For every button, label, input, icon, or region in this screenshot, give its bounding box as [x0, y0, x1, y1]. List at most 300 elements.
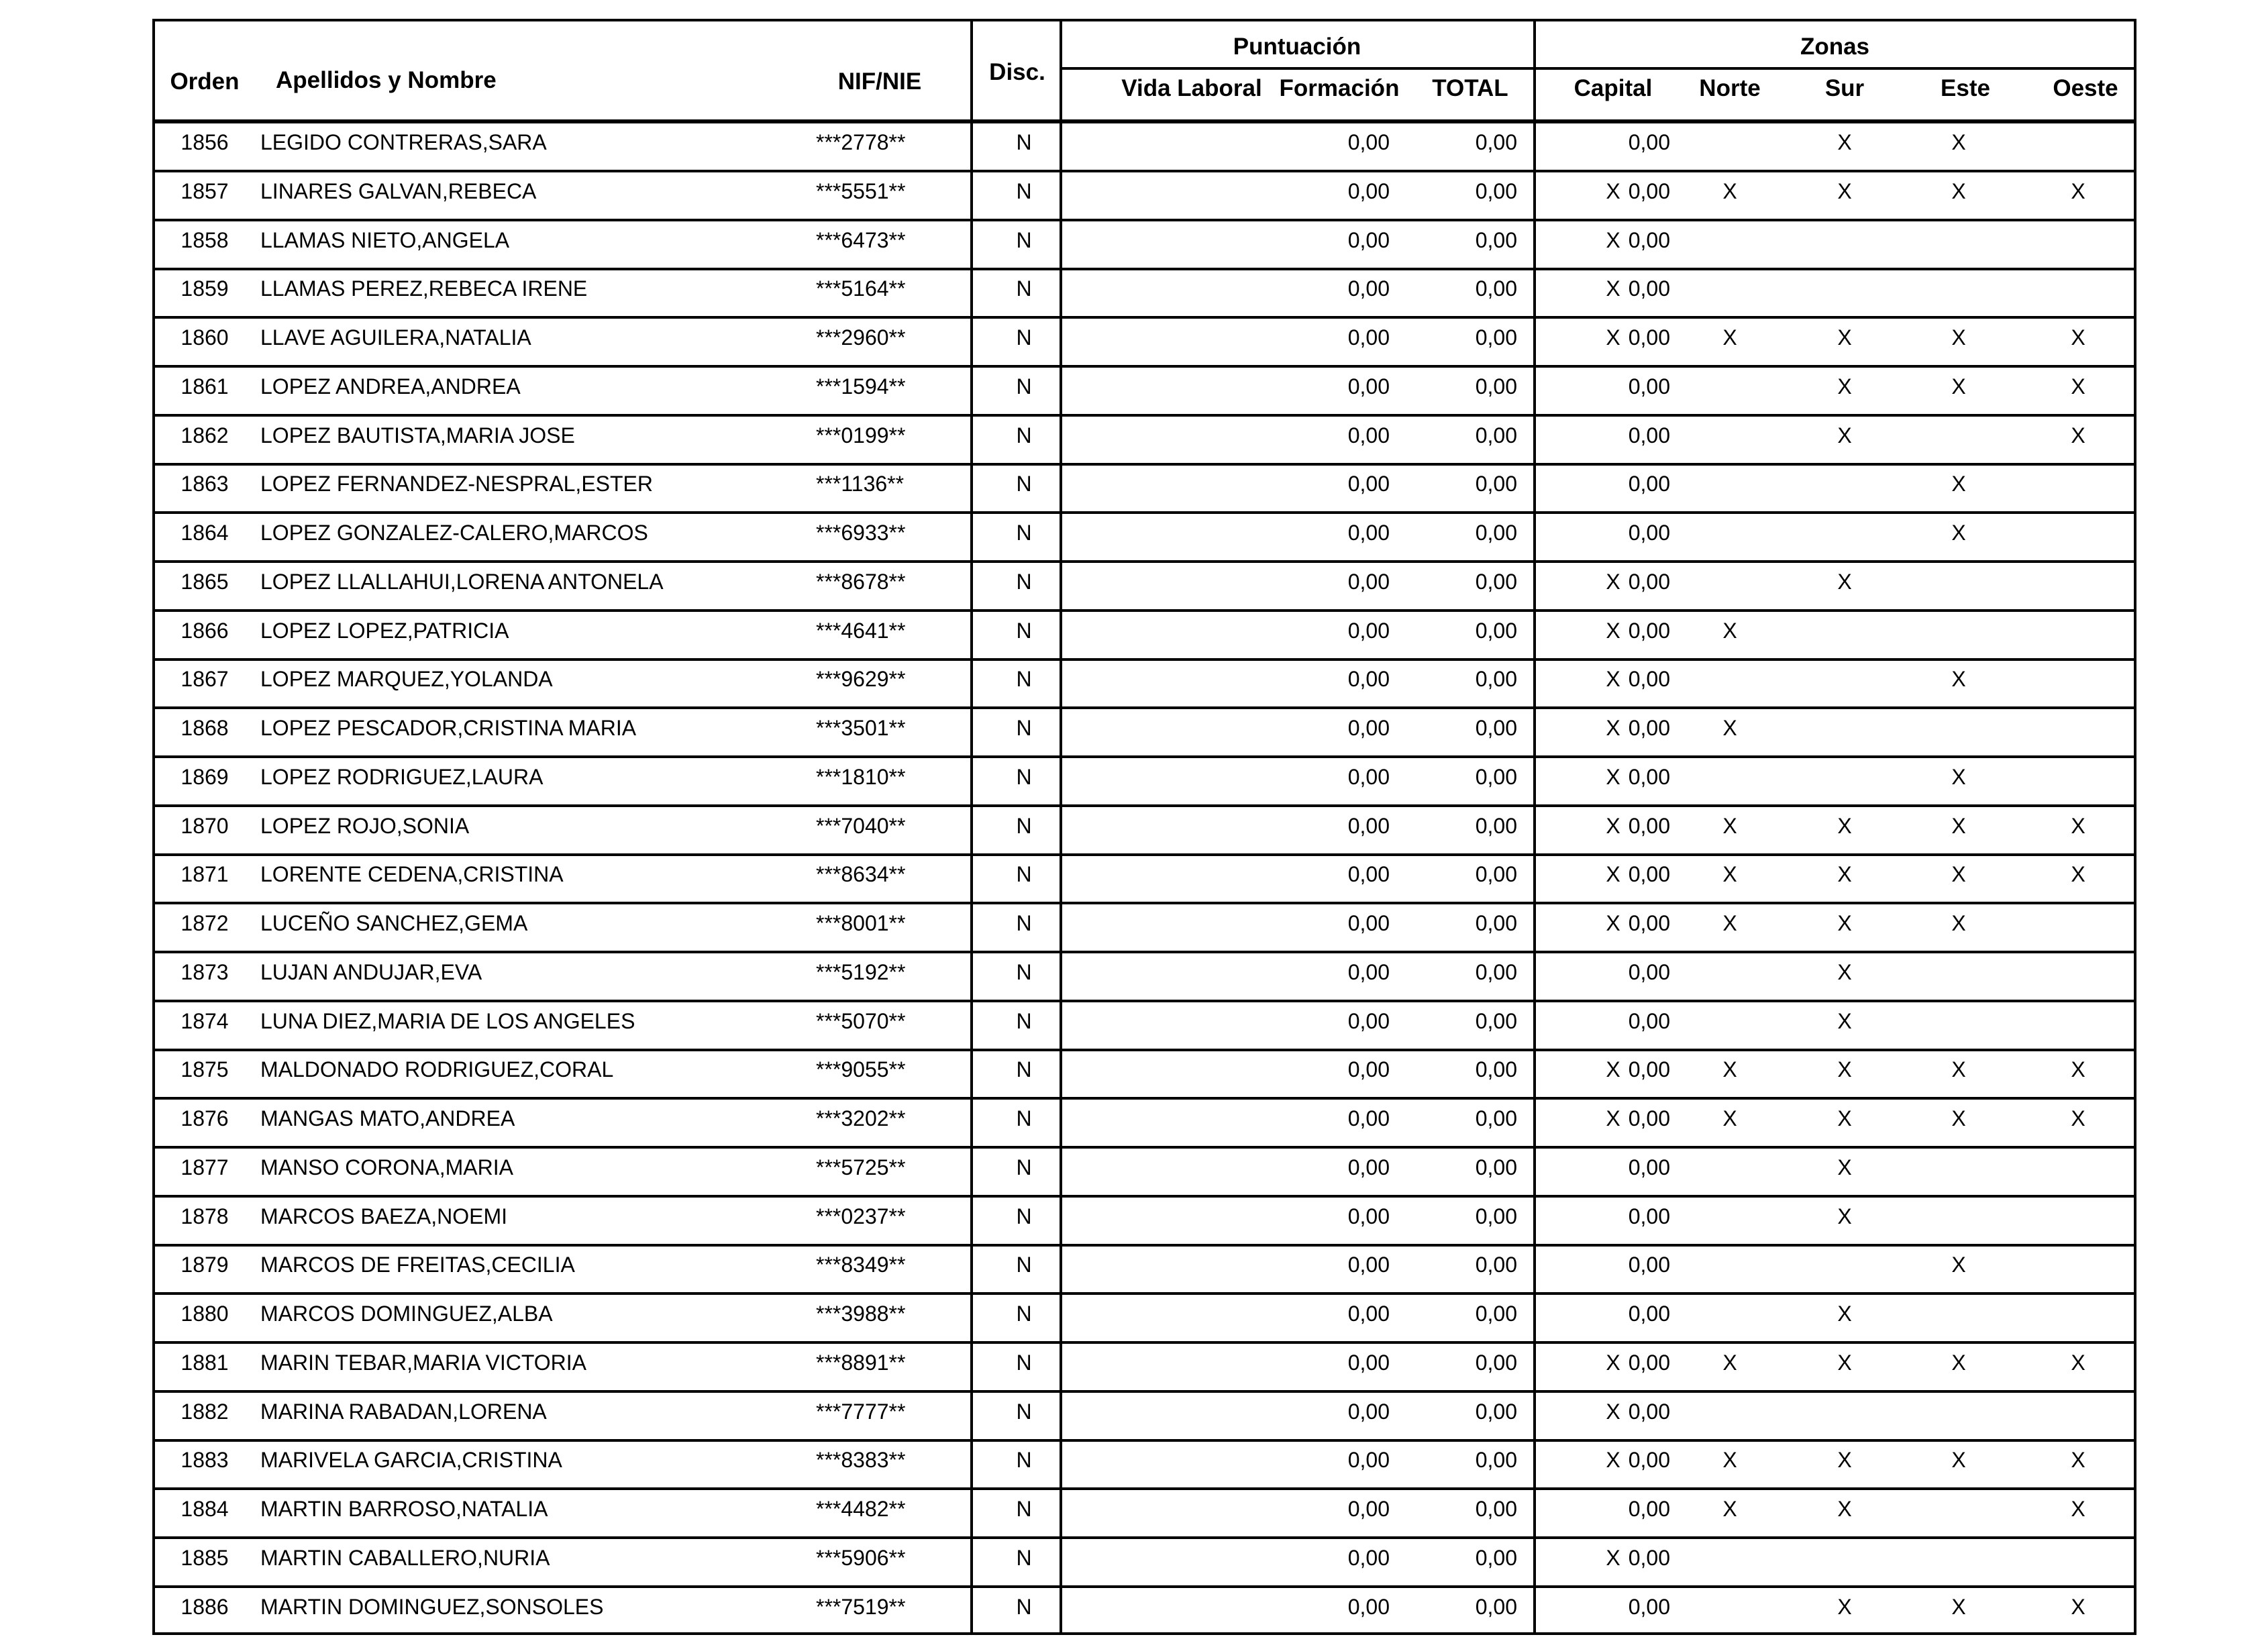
cell-este: X	[1951, 911, 1966, 935]
cell-norte	[1703, 1002, 1757, 1051]
cell-oeste	[2051, 465, 2105, 514]
cell-nombre: LLAVE AGUILERA,NATALIA	[260, 325, 531, 350]
cell-nif: ***3501**	[816, 716, 906, 740]
cell-vida-laboral: 0,00	[1347, 1057, 1390, 1082]
cell-disc: N	[1016, 569, 1032, 594]
cell-capital: X	[1606, 1350, 1620, 1375]
cell-nif: ***8678**	[816, 569, 906, 594]
cell-formacion: 0,00	[1475, 959, 1517, 984]
cell-disc: N	[1016, 716, 1032, 740]
cell-nombre: LOPEZ LLALLAHUI,LORENA ANTONELA	[260, 569, 664, 594]
cell-formacion: 0,00	[1475, 325, 1517, 350]
divider-puntuacion-header	[1062, 67, 2134, 70]
cell-vida-laboral: 0,00	[1347, 716, 1390, 740]
cell-disc: N	[1016, 959, 1032, 984]
table-row	[155, 1344, 2134, 1393]
cell-norte	[1703, 1539, 1757, 1588]
cell-capital	[1586, 953, 1640, 1002]
cell-este: X	[1951, 1057, 1966, 1082]
cell-capital: X	[1606, 667, 1620, 692]
cell-vida-laboral: 0,00	[1347, 130, 1390, 154]
cell-total: 0,00	[1628, 1545, 1670, 1570]
table-row	[155, 855, 2134, 904]
cell-formacion: 0,00	[1475, 1057, 1517, 1082]
cell-formacion: 0,00	[1475, 1253, 1517, 1277]
table-row	[155, 319, 2134, 368]
cell-este: X	[1951, 1350, 1966, 1375]
cell-este	[1932, 612, 1986, 661]
cell-sur: X	[1837, 130, 1852, 154]
cell-orden: 1880	[181, 1302, 229, 1326]
cell-oeste	[2051, 514, 2105, 563]
header-total: TOTAL	[1432, 75, 1508, 101]
cell-vida-laboral: 0,00	[1347, 227, 1390, 252]
cell-total: 0,00	[1628, 1008, 1670, 1033]
cell-este	[1932, 1539, 1986, 1588]
cell-oeste	[2051, 270, 2105, 319]
cell-total: 0,00	[1628, 472, 1670, 496]
cell-este	[1932, 417, 1986, 466]
cell-oeste: X	[2071, 374, 2085, 399]
cell-total: 0,00	[1628, 178, 1670, 203]
cell-capital: X	[1606, 911, 1620, 935]
cell-vida-laboral: 0,00	[1347, 276, 1390, 301]
cell-total: 0,00	[1628, 1057, 1670, 1082]
cell-disc: N	[1016, 325, 1032, 350]
cell-este: X	[1951, 178, 1966, 203]
table-row	[155, 904, 2134, 953]
header-norte: Norte	[1699, 75, 1761, 101]
cell-formacion: 0,00	[1475, 423, 1517, 447]
cell-vida-laboral: 0,00	[1347, 521, 1390, 545]
cell-formacion: 0,00	[1475, 178, 1517, 203]
header-nombre: Apellidos y Nombre	[276, 67, 497, 93]
cell-orden: 1867	[181, 667, 229, 692]
cell-sur: X	[1837, 813, 1852, 838]
cell-sur: X	[1837, 374, 1852, 399]
cell-total: 0,00	[1628, 667, 1670, 692]
cell-sur: X	[1837, 1448, 1852, 1473]
cell-total: 0,00	[1628, 1497, 1670, 1521]
cell-disc: N	[1016, 1057, 1032, 1082]
cell-disc: N	[1016, 1497, 1032, 1521]
table-row	[155, 1198, 2134, 1247]
cell-vida-laboral: 0,00	[1347, 1497, 1390, 1521]
cell-formacion: 0,00	[1475, 472, 1517, 496]
cell-nif: ***5906**	[816, 1545, 906, 1570]
cell-capital	[1586, 514, 1640, 563]
cell-vida-laboral: 0,00	[1347, 325, 1390, 350]
cell-norte	[1703, 221, 1757, 270]
cell-orden: 1865	[181, 569, 229, 594]
cell-nif: ***3988**	[816, 1302, 906, 1326]
cell-disc: N	[1016, 130, 1032, 154]
cell-capital	[1586, 368, 1640, 417]
cell-norte	[1703, 417, 1757, 466]
cell-oeste	[2051, 563, 2105, 612]
cell-total: 0,00	[1628, 1302, 1670, 1326]
cell-orden: 1879	[181, 1253, 229, 1277]
cell-vida-laboral: 0,00	[1347, 569, 1390, 594]
cell-formacion: 0,00	[1475, 1594, 1517, 1619]
cell-orden: 1863	[181, 472, 229, 496]
cell-oeste	[2051, 1393, 2105, 1442]
cell-disc: N	[1016, 813, 1032, 838]
cell-orden: 1873	[181, 959, 229, 984]
cell-nombre: LOPEZ ROJO,SONIA	[260, 813, 470, 838]
cell-nombre: LOPEZ ANDREA,ANDREA	[260, 374, 521, 399]
cell-orden: 1878	[181, 1204, 229, 1228]
cell-nombre: LLAMAS NIETO,ANGELA	[260, 227, 510, 252]
cell-orden: 1876	[181, 1106, 229, 1130]
table-row	[155, 1246, 2134, 1295]
table-row	[155, 514, 2134, 563]
cell-nombre: LUCEÑO SANCHEZ,GEMA	[260, 911, 528, 935]
header-formacion: Formación	[1279, 75, 1400, 101]
cell-nif: ***5725**	[816, 1155, 906, 1179]
table-row	[155, 1539, 2134, 1588]
cell-disc: N	[1016, 667, 1032, 692]
table-row	[155, 758, 2134, 807]
cell-nif: ***5192**	[816, 959, 906, 984]
cell-nombre: MALDONADO RODRIGUEZ,CORAL	[260, 1057, 614, 1082]
cell-norte	[1703, 123, 1757, 172]
cell-norte: X	[1722, 1497, 1737, 1521]
cell-formacion: 0,00	[1475, 618, 1517, 643]
cell-norte	[1703, 563, 1757, 612]
cell-total: 0,00	[1628, 862, 1670, 887]
cell-nombre: MARTIN DOMINGUEZ,SONSOLES	[260, 1594, 604, 1619]
table-row	[155, 172, 2134, 221]
cell-total: 0,00	[1628, 1155, 1670, 1179]
cell-total: 0,00	[1628, 911, 1670, 935]
cell-norte: X	[1722, 618, 1737, 643]
cell-sur: X	[1837, 1497, 1852, 1521]
table-row	[155, 1149, 2134, 1198]
cell-nif: ***7777**	[816, 1399, 906, 1424]
cell-norte	[1703, 1588, 1757, 1637]
cell-total: 0,00	[1628, 1399, 1670, 1424]
cell-nombre: MANSO CORONA,MARIA	[260, 1155, 513, 1179]
cell-nombre: MARTIN CABALLERO,NURIA	[260, 1545, 550, 1570]
cell-norte: X	[1722, 1448, 1737, 1473]
cell-nif: ***4641**	[816, 618, 906, 643]
cell-nombre: LEGIDO CONTRERAS,SARA	[260, 130, 547, 154]
cell-oeste	[2051, 1295, 2105, 1344]
cell-total: 0,00	[1628, 374, 1670, 399]
cell-capital: X	[1606, 569, 1620, 594]
cell-este	[1932, 563, 1986, 612]
cell-formacion: 0,00	[1475, 1497, 1517, 1521]
table-row	[155, 709, 2134, 758]
cell-nif: ***9055**	[816, 1057, 906, 1082]
cell-norte	[1703, 758, 1757, 807]
cell-capital	[1586, 1588, 1640, 1637]
cell-orden: 1881	[181, 1350, 229, 1375]
cell-nif: ***2778**	[816, 130, 906, 154]
table-row	[155, 1393, 2134, 1442]
cell-este	[1932, 709, 1986, 758]
cell-sur: X	[1837, 1302, 1852, 1326]
cell-norte: X	[1722, 325, 1737, 350]
cell-orden: 1875	[181, 1057, 229, 1082]
cell-oeste: X	[2071, 178, 2085, 203]
cell-nombre: LOPEZ BAUTISTA,MARIA JOSE	[260, 423, 575, 447]
cell-orden: 1866	[181, 618, 229, 643]
cell-sur: X	[1837, 569, 1852, 594]
table-row	[155, 221, 2134, 270]
cell-norte	[1703, 270, 1757, 319]
cell-sur: X	[1837, 1008, 1852, 1033]
cell-oeste	[2051, 1246, 2105, 1295]
cell-total: 0,00	[1628, 325, 1670, 350]
header-zonas: Zonas	[1800, 34, 1870, 60]
cell-este	[1932, 270, 1986, 319]
cell-norte	[1703, 514, 1757, 563]
cell-sur	[1818, 1393, 1871, 1442]
cell-total: 0,00	[1628, 1350, 1670, 1375]
cell-nif: ***8001**	[816, 911, 906, 935]
cell-nombre: MARCOS DOMINGUEZ,ALBA	[260, 1302, 553, 1326]
cell-nombre: LOPEZ LOPEZ,PATRICIA	[260, 618, 509, 643]
cell-total: 0,00	[1628, 813, 1670, 838]
cell-formacion: 0,00	[1475, 1008, 1517, 1033]
cell-este: X	[1951, 521, 1966, 545]
cell-capital: X	[1606, 1399, 1620, 1424]
cell-oeste	[2051, 904, 2105, 953]
cell-nombre: LINARES GALVAN,REBECA	[260, 178, 537, 203]
table-row	[155, 270, 2134, 319]
table-row	[155, 612, 2134, 661]
cell-este	[1932, 1002, 1986, 1051]
cell-disc: N	[1016, 423, 1032, 447]
header-nif: NIF/NIE	[837, 68, 922, 95]
cell-nif: ***0199**	[816, 423, 906, 447]
cell-capital	[1586, 1198, 1640, 1247]
cell-disc: N	[1016, 276, 1032, 301]
cell-norte	[1703, 1393, 1757, 1442]
cell-sur: X	[1837, 911, 1852, 935]
cell-capital: X	[1606, 862, 1620, 887]
cell-capital	[1586, 417, 1640, 466]
cell-sur	[1818, 709, 1871, 758]
cell-orden: 1860	[181, 325, 229, 350]
cell-sur	[1818, 221, 1871, 270]
cell-orden: 1874	[181, 1008, 229, 1033]
cell-oeste	[2051, 123, 2105, 172]
cell-este: X	[1951, 813, 1966, 838]
cell-disc: N	[1016, 1350, 1032, 1375]
cell-vida-laboral: 0,00	[1347, 813, 1390, 838]
cell-este: X	[1951, 472, 1966, 496]
cell-oeste: X	[2071, 1448, 2085, 1473]
table-row	[155, 953, 2134, 1002]
cell-orden: 1864	[181, 521, 229, 545]
cell-este: X	[1951, 1253, 1966, 1277]
table-row	[155, 1490, 2134, 1539]
cell-nif: ***1810**	[816, 764, 906, 789]
header-sur: Sur	[1824, 75, 1865, 101]
table-row	[155, 1051, 2134, 1100]
cell-sur: X	[1837, 178, 1852, 203]
cell-vida-laboral: 0,00	[1347, 1155, 1390, 1179]
cell-oeste	[2051, 221, 2105, 270]
cell-total: 0,00	[1628, 227, 1670, 252]
cell-norte: X	[1722, 1106, 1737, 1130]
cell-formacion: 0,00	[1475, 716, 1517, 740]
table-row	[155, 1588, 2134, 1637]
cell-capital	[1586, 1490, 1640, 1539]
cell-nif: ***5164**	[816, 276, 906, 301]
cell-orden: 1884	[181, 1497, 229, 1521]
cell-sur: X	[1837, 1350, 1852, 1375]
cell-orden: 1886	[181, 1594, 229, 1619]
cell-nif: ***3202**	[816, 1106, 906, 1130]
cell-norte: X	[1722, 813, 1737, 838]
cell-norte	[1703, 1246, 1757, 1295]
cell-norte: X	[1722, 1350, 1737, 1375]
cell-este: X	[1951, 862, 1966, 887]
cell-vida-laboral: 0,00	[1347, 1350, 1390, 1375]
cell-orden: 1862	[181, 423, 229, 447]
cell-nif: ***2960**	[816, 325, 906, 350]
cell-sur: X	[1837, 1594, 1852, 1619]
cell-formacion: 0,00	[1475, 276, 1517, 301]
cell-oeste	[2051, 709, 2105, 758]
cell-oeste	[2051, 612, 2105, 661]
cell-nombre: MARINA RABADAN,LORENA	[260, 1399, 547, 1424]
cell-sur: X	[1837, 1106, 1852, 1130]
cell-norte	[1703, 1149, 1757, 1198]
cell-capital: X	[1606, 813, 1620, 838]
header-puntuacion: Puntuación	[1233, 34, 1361, 60]
cell-este	[1932, 953, 1986, 1002]
cell-formacion: 0,00	[1475, 667, 1517, 692]
header-capital: Capital	[1574, 75, 1653, 101]
cell-nombre: MARTIN BARROSO,NATALIA	[260, 1497, 548, 1521]
cell-oeste	[2051, 1198, 2105, 1247]
cell-nif: ***8349**	[816, 1253, 906, 1277]
cell-orden: 1872	[181, 911, 229, 935]
cell-oeste: X	[2071, 1106, 2085, 1130]
cell-vida-laboral: 0,00	[1347, 764, 1390, 789]
cell-total: 0,00	[1628, 716, 1670, 740]
cell-capital	[1586, 1002, 1640, 1051]
cell-norte: X	[1722, 716, 1737, 740]
cell-nif: ***5070**	[816, 1008, 906, 1033]
cell-sur: X	[1837, 1155, 1852, 1179]
cell-disc: N	[1016, 618, 1032, 643]
cell-capital	[1586, 1246, 1640, 1295]
cell-oeste	[2051, 758, 2105, 807]
cell-vida-laboral: 0,00	[1347, 178, 1390, 203]
cell-orden: 1856	[181, 130, 229, 154]
cell-vida-laboral: 0,00	[1347, 618, 1390, 643]
header-orden: Orden	[170, 68, 240, 95]
cell-nombre: MARIN TEBAR,MARIA VICTORIA	[260, 1350, 587, 1375]
cell-nif: ***4482**	[816, 1497, 906, 1521]
cell-oeste: X	[2071, 1594, 2085, 1619]
cell-oeste: X	[2071, 1057, 2085, 1082]
cell-vida-laboral: 0,00	[1347, 1448, 1390, 1473]
cell-este: X	[1951, 374, 1966, 399]
cell-vida-laboral: 0,00	[1347, 1545, 1390, 1570]
cell-formacion: 0,00	[1475, 1155, 1517, 1179]
cell-capital	[1586, 465, 1640, 514]
cell-orden: 1885	[181, 1545, 229, 1570]
cell-formacion: 0,00	[1475, 569, 1517, 594]
cell-disc: N	[1016, 374, 1032, 399]
table-row	[155, 1002, 2134, 1051]
header-este: Este	[1941, 75, 1990, 101]
cell-formacion: 0,00	[1475, 374, 1517, 399]
cell-total: 0,00	[1628, 1448, 1670, 1473]
cell-capital: X	[1606, 1448, 1620, 1473]
cell-nombre: LOPEZ MARQUEZ,YOLANDA	[260, 667, 553, 692]
table-row	[155, 368, 2134, 417]
cell-sur	[1818, 612, 1871, 661]
cell-vida-laboral: 0,00	[1347, 862, 1390, 887]
table-header	[155, 21, 2134, 123]
cell-capital: X	[1606, 178, 1620, 203]
cell-formacion: 0,00	[1475, 1204, 1517, 1228]
cell-disc: N	[1016, 911, 1032, 935]
table-row	[155, 123, 2134, 172]
cell-oeste: X	[2071, 423, 2085, 447]
cell-nombre: MARCOS DE FREITAS,CECILIA	[260, 1253, 575, 1277]
cell-nif: ***8891**	[816, 1350, 906, 1375]
cell-total: 0,00	[1628, 130, 1670, 154]
cell-oeste	[2051, 1149, 2105, 1198]
cell-vida-laboral: 0,00	[1347, 1008, 1390, 1033]
cell-disc: N	[1016, 1008, 1032, 1033]
cell-capital: X	[1606, 764, 1620, 789]
table-row	[155, 807, 2134, 856]
cell-formacion: 0,00	[1475, 1545, 1517, 1570]
cell-disc: N	[1016, 1545, 1032, 1570]
cell-norte	[1703, 368, 1757, 417]
cell-orden: 1871	[181, 862, 229, 887]
cell-disc: N	[1016, 1204, 1032, 1228]
cell-sur	[1818, 270, 1871, 319]
cell-este: X	[1951, 1448, 1966, 1473]
cell-vida-laboral: 0,00	[1347, 911, 1390, 935]
cell-nif: ***5551**	[816, 178, 906, 203]
cell-formacion: 0,00	[1475, 764, 1517, 789]
cell-sur: X	[1837, 959, 1852, 984]
cell-este: X	[1951, 325, 1966, 350]
cell-orden: 1861	[181, 374, 229, 399]
cell-disc: N	[1016, 1253, 1032, 1277]
cell-oeste	[2051, 660, 2105, 709]
cell-capital: X	[1606, 1545, 1620, 1570]
cell-formacion: 0,00	[1475, 862, 1517, 887]
cell-este	[1932, 1295, 1986, 1344]
table-row	[155, 563, 2134, 612]
cell-total: 0,00	[1628, 569, 1670, 594]
cell-disc: N	[1016, 521, 1032, 545]
cell-oeste	[2051, 953, 2105, 1002]
cell-este	[1932, 221, 1986, 270]
cell-nif: ***1594**	[816, 374, 906, 399]
cell-disc: N	[1016, 1399, 1032, 1424]
cell-disc: N	[1016, 862, 1032, 887]
cell-disc: N	[1016, 1594, 1032, 1619]
cell-orden: 1882	[181, 1399, 229, 1424]
table-row	[155, 1441, 2134, 1490]
cell-disc: N	[1016, 1106, 1032, 1130]
cell-oeste: X	[2071, 1350, 2085, 1375]
